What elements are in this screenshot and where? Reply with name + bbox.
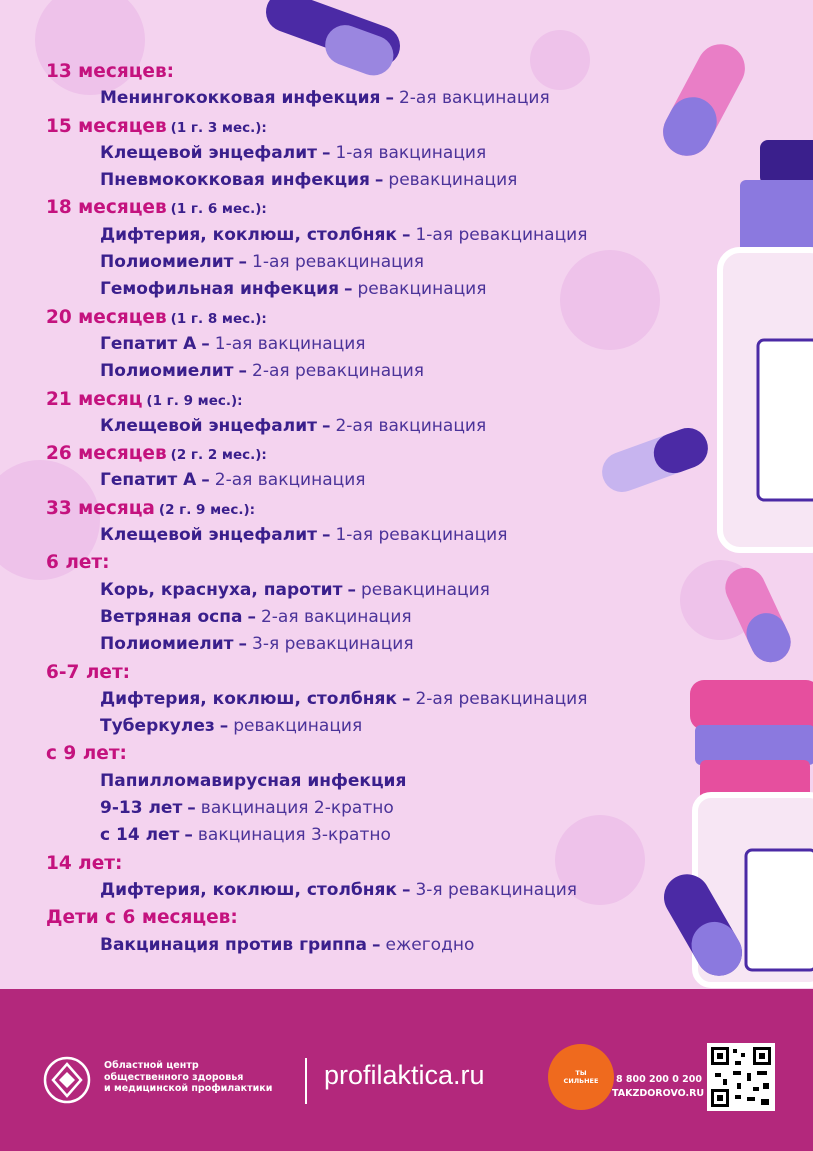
dash-separator: – (374, 170, 384, 191)
vaccine-item (46, 877, 706, 904)
age-label: 18 месяцев (46, 197, 167, 219)
vaccine-item (46, 768, 706, 795)
vaccine-description: 2-ая вакцинация (260, 606, 412, 627)
vaccine-item (46, 604, 706, 631)
org-logo (42, 1055, 92, 1105)
age-label: с 9 лет: (46, 743, 127, 765)
divider (305, 1058, 307, 1104)
vaccine-description: 2-ая ревакцинация (252, 361, 424, 382)
age-label: 15 месяцев (46, 115, 167, 137)
vaccine-item (46, 167, 706, 194)
age-label: 21 месяц (46, 388, 143, 410)
age-heading (46, 740, 706, 767)
vaccine-name: Папилломавирусная инфекция (100, 770, 407, 791)
age-note: (1 г. 8 мес.): (170, 310, 267, 327)
dash-separator: – (347, 579, 356, 600)
bottle-right (720, 140, 813, 550)
dash-separator: – (201, 333, 210, 354)
age-heading (46, 850, 706, 877)
dash-separator: – (238, 361, 248, 382)
dash-separator: – (344, 279, 353, 300)
age-heading (46, 904, 706, 931)
age-note: (1 г. 6 мес.): (170, 201, 267, 218)
age-label: 14 лет: (46, 852, 123, 874)
age-label: 20 месяцев (46, 306, 167, 328)
age-note: (1 г. 3 мес.): (170, 119, 267, 136)
vaccine-description: ежегодно (385, 934, 475, 955)
partner-badge (548, 1044, 614, 1110)
dash-separator: – (219, 716, 229, 737)
vaccine-name: Гепатит А (100, 333, 197, 354)
vaccine-description: 1-ая ревакцинация (252, 252, 424, 273)
vaccine-description: ревакцинация (357, 279, 487, 300)
age-label: 33 месяца (46, 497, 155, 519)
vaccine-name: Ветряная оспа (100, 606, 243, 627)
vaccine-name: Гемофильная инфекция (100, 279, 339, 300)
age-note: (1 г. 9 мес.): (146, 392, 243, 409)
vaccine-description: 1-ая вакцинация (335, 142, 487, 163)
vaccine-name: Корь, краснуха, паротит (100, 579, 343, 600)
vaccine-description: 2-ая вакцинация (214, 470, 366, 491)
age-heading (46, 58, 706, 85)
vaccine-item (46, 85, 706, 112)
age-label: Дети с 6 месяцев: (46, 907, 238, 929)
dash-separator: – (401, 879, 411, 900)
age-heading (46, 113, 706, 140)
vaccine-item (46, 140, 706, 167)
partner-url[interactable]: TAKZDOROVO.RU (612, 1088, 705, 1099)
vaccine-item (46, 713, 706, 740)
dash-separator: – (238, 634, 248, 655)
vaccine-item (46, 276, 706, 303)
age-heading (46, 386, 706, 413)
dash-separator: – (385, 88, 394, 109)
vaccine-name: Клещевой энцефалит (100, 525, 317, 546)
vaccine-name: Менингококковая инфекция (100, 88, 381, 109)
dash-separator: – (184, 825, 193, 846)
vaccine-item (46, 932, 706, 959)
vaccine-item (46, 631, 706, 658)
org-name: Областной центр общественного здоровья и медицинской профилактики (104, 1060, 273, 1094)
vaccine-name: Вакцинация против гриппа (100, 934, 368, 955)
age-label: 13 месяцев: (46, 61, 175, 82)
hotline-phone: 8 800 200 0 200 (616, 1074, 702, 1085)
dash-separator: – (321, 415, 331, 436)
dash-separator: – (247, 606, 256, 627)
vaccine-description: вакцинация 2-кратно (200, 798, 394, 819)
dash-separator: – (401, 224, 411, 245)
vaccine-item (46, 822, 706, 849)
vaccine-description: 1-ая ревакцинация (335, 525, 508, 546)
vaccine-name: Полиомиелит (100, 361, 234, 382)
vaccine-item (46, 577, 706, 604)
vaccine-name: Клещевой энцефалит (100, 142, 317, 163)
dash-separator: – (321, 142, 331, 163)
dash-separator: – (401, 688, 411, 709)
age-note: (2 г. 2 мес.): (170, 447, 267, 464)
age-label: 6 лет: (46, 552, 110, 574)
age-heading (46, 440, 706, 467)
vaccine-description: 2-ая вакцинация (398, 88, 550, 109)
badge-text: ТЫ СИЛЬНЕЕ (563, 1069, 599, 1085)
vaccine-name: Гепатит А (100, 470, 197, 491)
vaccine-name: с 14 лет (100, 825, 180, 846)
age-heading (46, 304, 706, 331)
vaccine-name: 9-13 лет (100, 798, 183, 819)
age-heading (46, 495, 706, 522)
vaccine-description: 3-я ревакцинация (252, 634, 414, 655)
website-link[interactable]: profilaktica.ru (324, 1060, 485, 1090)
dash-separator: – (372, 934, 381, 955)
vaccine-name: Туберкулез (100, 716, 215, 737)
dash-separator: – (201, 470, 210, 491)
age-heading (46, 194, 706, 221)
vaccine-description: 2-ая вакцинация (335, 415, 487, 436)
dash-separator: – (238, 252, 248, 273)
vaccine-description: ревакцинация (388, 170, 518, 191)
vaccine-item (46, 686, 706, 713)
vaccine-description: 2-ая ревакцинация (415, 688, 588, 709)
age-heading (46, 549, 706, 576)
vaccine-description: ревакцинация (233, 716, 363, 737)
vaccine-description: 1-ая ревакцинация (415, 224, 588, 245)
vaccine-description: 3-я ревакцинация (415, 879, 578, 900)
vaccine-item (46, 222, 706, 249)
vaccine-name: Клещевой энцефалит (100, 415, 317, 436)
vaccine-item (46, 358, 706, 385)
vaccine-name: Дифтерия, коклюш, столбняк (100, 879, 397, 900)
qr-code (707, 1043, 775, 1111)
vaccine-description: вакцинация 3-кратно (197, 825, 391, 846)
vaccine-name: Пневмококковая инфекция (100, 170, 370, 191)
vaccine-name: Полиомиелит (100, 634, 234, 655)
age-heading (46, 659, 706, 686)
vaccine-item (46, 249, 706, 276)
vaccine-name: Полиомиелит (100, 252, 234, 273)
age-note: (2 г. 9 мес.): (158, 501, 256, 518)
age-label: 6-7 лет: (46, 661, 131, 683)
vaccine-item (46, 795, 706, 822)
vaccine-name: Дифтерия, коклюш, столбняк (100, 688, 397, 709)
vaccine-item (46, 331, 706, 358)
vaccine-item (46, 467, 706, 494)
vaccine-item (46, 522, 706, 549)
vaccination-schedule (46, 58, 706, 959)
dash-separator: – (321, 525, 331, 546)
vaccine-name: Дифтерия, коклюш, столбняк (100, 224, 397, 245)
dash-separator: – (187, 798, 196, 819)
vaccine-description: 1-ая вакцинация (214, 333, 366, 354)
vaccine-description: ревакцинация (360, 579, 490, 600)
vaccine-item (46, 413, 706, 440)
age-label: 26 месяцев (46, 443, 167, 465)
